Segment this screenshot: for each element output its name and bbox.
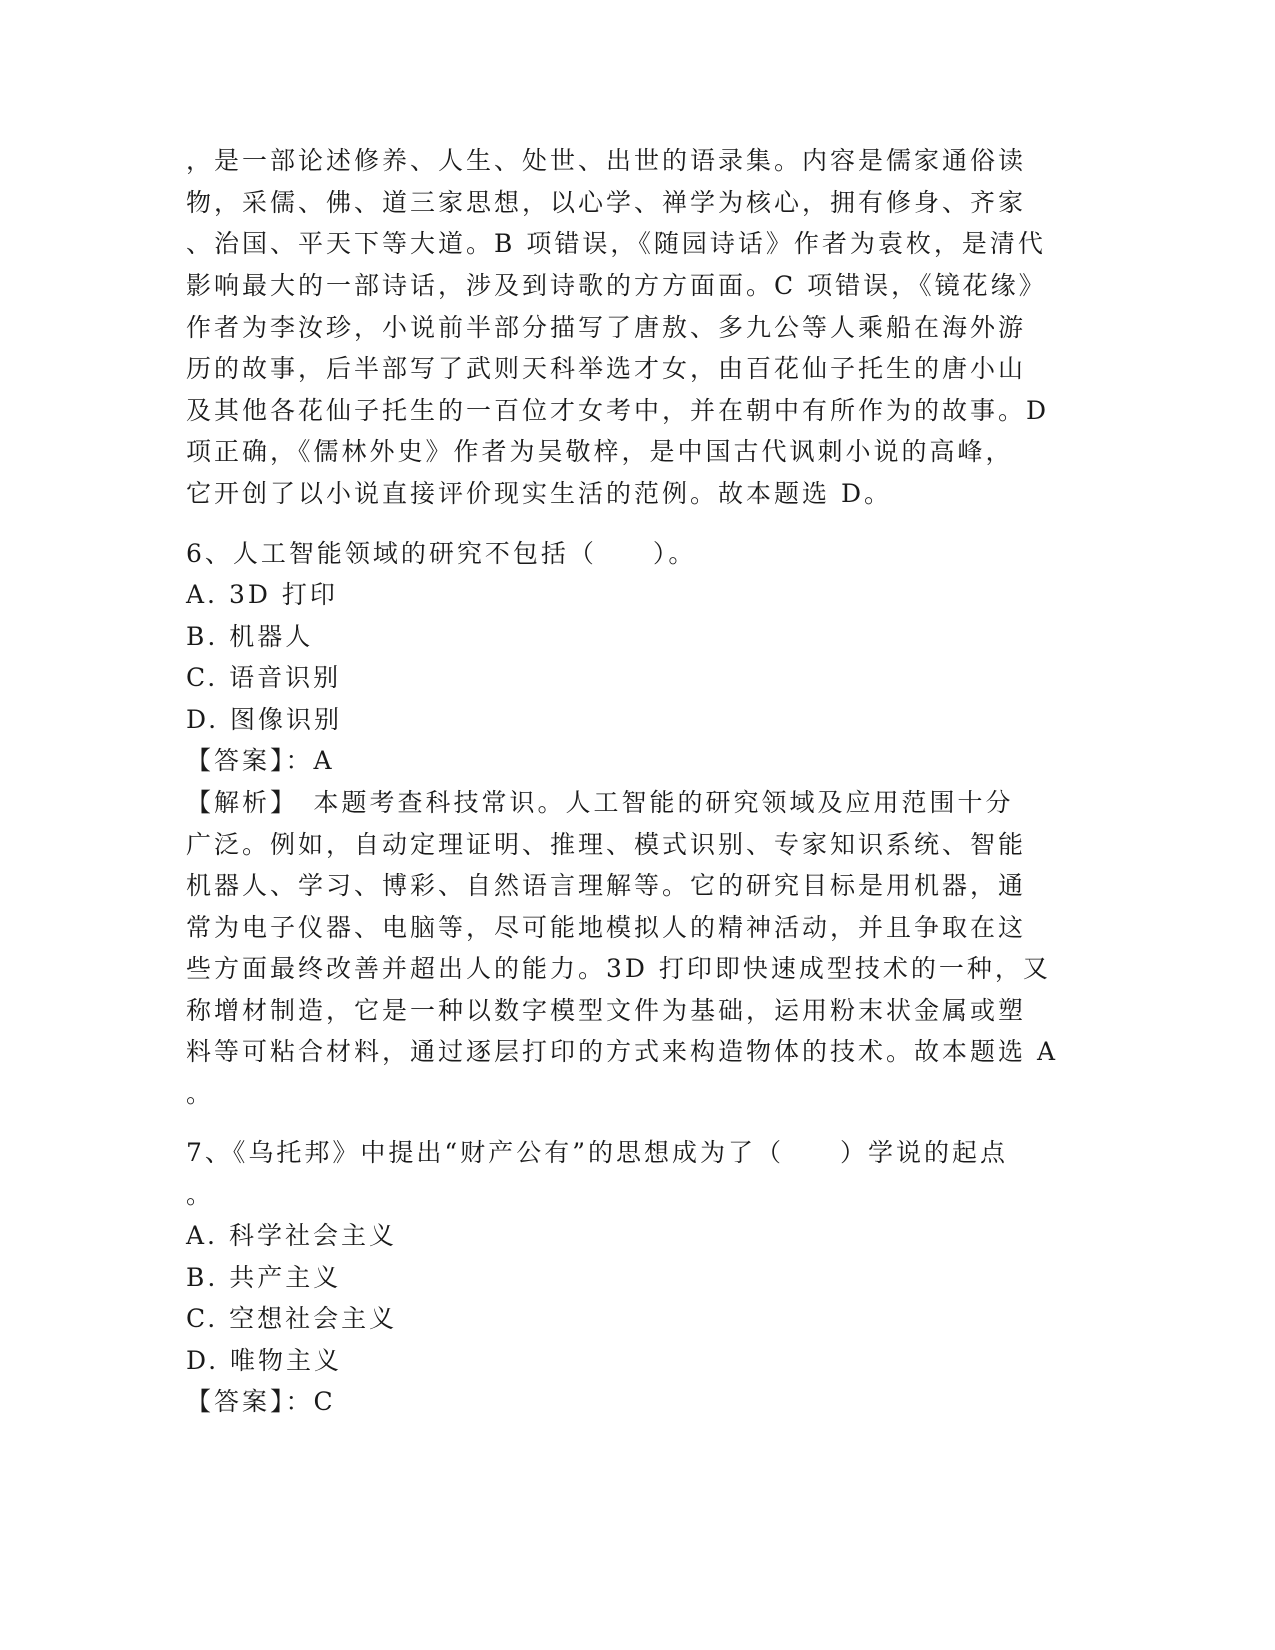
- question-7-option-c: C. 空想社会主义: [186, 1304, 398, 1333]
- question-7-option-b: B. 共产主义: [186, 1263, 342, 1292]
- analysis-label: 【解析】: [186, 788, 286, 817]
- question-7-stem: 7、《乌托邦》中提出“财产公有”的思想成为了（ ）学说的起点: [186, 1138, 1008, 1167]
- question-6-analysis-first-line: [186, 788, 1086, 818]
- paragraph-line: 项正确，《儒林外史》作者为吴敬梓，是中国古代讽刺小说的高峰，: [186, 437, 1014, 466]
- paragraph-line: 及其他各花仙子托生的一百位才女考中，并在朝中有所作为的故事。D: [186, 396, 1050, 425]
- question-6-analysis-line: 称增材制造，它是一种以数字模型文件为基础，运用粉末状金属或塑: [186, 996, 1027, 1025]
- question-6-option-b: B. 机器人: [186, 622, 314, 651]
- paragraph-line: 影响最大的一部诗话，涉及到诗歌的方方面面。C 项错误，《镜花缘》: [186, 271, 1047, 300]
- paragraph-line: 物，采儒、佛、道三家思想，以心学、禅学为核心，拥有修身、齐家: [186, 188, 1027, 217]
- question-6-analysis-line: 广泛。例如，自动定理证明、推理、模式识别、专家知识系统、智能: [186, 830, 1027, 859]
- question-6-analysis-line: 机器人、学习、博彩、自然语言理解等。它的研究目标是用机器，通: [186, 871, 1027, 900]
- question-6-option-a: A. 3D 打印: [186, 580, 338, 609]
- question-6-analysis-line: 料等可粘合材料，通过逐层打印的方式来构造物体的技术。故本题选 A: [186, 1037, 1059, 1066]
- question-7-stem-continued: 。: [186, 1180, 215, 1209]
- question-6-answer: 【答案】：A: [186, 746, 335, 775]
- question-6-option-d: D. 图像识别: [186, 705, 343, 734]
- paragraph-line: ，是一部论述修养、人生、处世、出世的语录集。内容是儒家通俗读: [186, 146, 1027, 175]
- question-7-option-d: D. 唯物主义: [186, 1346, 343, 1375]
- paragraph-line: 作者为李汝珍，小说前半部分描写了唐敖、多九公等人乘船在海外游: [186, 313, 1027, 342]
- question-6-option-c: C. 语音识别: [186, 663, 342, 692]
- question-6-analysis-line: 常为电子仪器、电脑等，尽可能地模拟人的精神活动，并且争取在这: [186, 913, 1027, 942]
- question-6-analysis-line: 些方面最终改善并超出人的能力。3D 打印即快速成型技术的一种，又: [186, 954, 1051, 983]
- question-7-answer: 【答案】：C: [186, 1387, 336, 1416]
- analysis-text: 本题考查科技常识。人工智能的研究领域及应用范围十分: [285, 788, 1014, 817]
- paragraph-line: 、治国、平天下等大道。B 项错误，《随园诗话》作者为袁枚，是清代: [186, 229, 1046, 258]
- paragraph-line: 它开创了以小说直接评价现实生活的范例。故本题选 D。: [186, 479, 892, 508]
- question-6-analysis-line: 。: [186, 1079, 215, 1108]
- question-7-option-a: A. 科学社会主义: [186, 1221, 397, 1250]
- paragraph-line: 历的故事，后半部写了武则天科举选才女，由百花仙子托生的唐小山: [186, 354, 1027, 383]
- question-6-stem: 6、人工智能领域的研究不包括（ ）。: [186, 539, 697, 568]
